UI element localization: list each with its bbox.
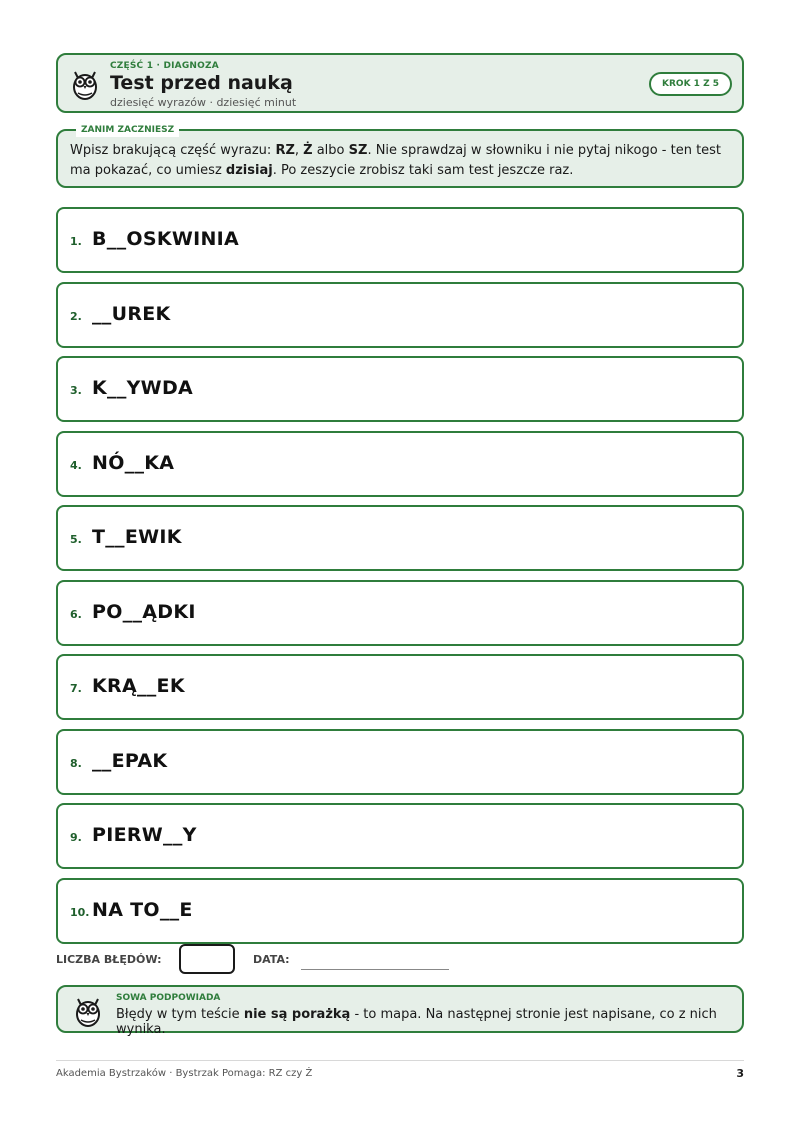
item-word: NA TO__E: [92, 898, 193, 921]
exercise-item[interactable]: [56, 803, 744, 869]
item-word: __UREK: [92, 302, 171, 325]
date-field[interactable]: [301, 969, 449, 970]
exercise-item[interactable]: [56, 580, 744, 646]
item-number: 5.: [70, 533, 82, 546]
exercise-item[interactable]: [56, 505, 744, 571]
tip-box: [56, 985, 744, 1037]
section-header: [56, 53, 744, 113]
exercise-item[interactable]: [56, 878, 744, 944]
exercise-item[interactable]: [56, 282, 744, 348]
exercise-item[interactable]: [56, 431, 744, 497]
item-word: KRĄ__EK: [92, 675, 185, 697]
item-word: T__EWIK: [92, 526, 182, 548]
item-word: PIERW__Y: [92, 824, 197, 846]
exercise-item[interactable]: [56, 207, 744, 273]
item-number: 9.: [70, 831, 82, 844]
page-footer: [56, 1060, 744, 1086]
item-word: K__YWDA: [92, 377, 194, 399]
exercise-list: [56, 207, 744, 952]
item-word: B__OSKWINIA: [92, 228, 240, 250]
item-word: __EPAK: [92, 749, 168, 772]
exercise-item[interactable]: [56, 729, 744, 795]
page-title: Test przed nauką: [110, 72, 293, 94]
instructions-tag: ZANIM ZACZNIESZ: [76, 124, 179, 137]
date-label: DATA:: [253, 953, 290, 966]
footer-credit: Akademia Bystrzaków · Bystrzak Pomaga: RZ czy Ż: [56, 1068, 313, 1079]
instructions-text: Wpisz brakującą część wyrazu: RZ, Ż albo SZ. Nie sprawdzaj w słowniku i nie pytaj nikogo - ten test ma pokazać, co umiesz dzisiaj. Po zeszycie zrobisz taki sam test jeszcze raz.: [70, 143, 722, 178]
owl-icon: [70, 66, 100, 102]
errors-label: LICZBA BŁĘDÓW:: [56, 953, 162, 966]
item-number: 4.: [70, 458, 82, 472]
item-word: NÓ__KA: [92, 451, 175, 474]
page-subtitle: dziesięć wyrazów · dziesięć minut: [110, 96, 297, 109]
item-number: 8.: [70, 756, 82, 770]
page-number: 3: [736, 1067, 744, 1080]
exercise-item[interactable]: [56, 654, 744, 720]
item-number: 6.: [70, 607, 82, 621]
errors-count-field[interactable]: [179, 944, 235, 974]
section-kicker: CZĘŚĆ 1 · DIAGNOZA: [110, 61, 219, 71]
owl-icon: [73, 993, 103, 1029]
item-number: 10.: [70, 905, 90, 919]
item-word: PO__ĄDKI: [92, 600, 196, 623]
item-number: 3.: [70, 384, 82, 397]
tip-text: Błędy w tym teście nie są porażką - to mapa. Na następnej stronie jest napisane, co z nich wynika.: [116, 1007, 717, 1037]
step-badge: KROK 1 Z 5: [649, 72, 732, 96]
tip-tag: SOWA PODPOWIADA: [116, 993, 221, 1003]
instructions-box: [56, 125, 744, 188]
item-number: 2.: [70, 309, 82, 323]
exercise-item[interactable]: [56, 356, 744, 422]
item-number: 7.: [70, 682, 82, 695]
item-number: 1.: [70, 235, 82, 248]
result-row: [56, 944, 744, 974]
